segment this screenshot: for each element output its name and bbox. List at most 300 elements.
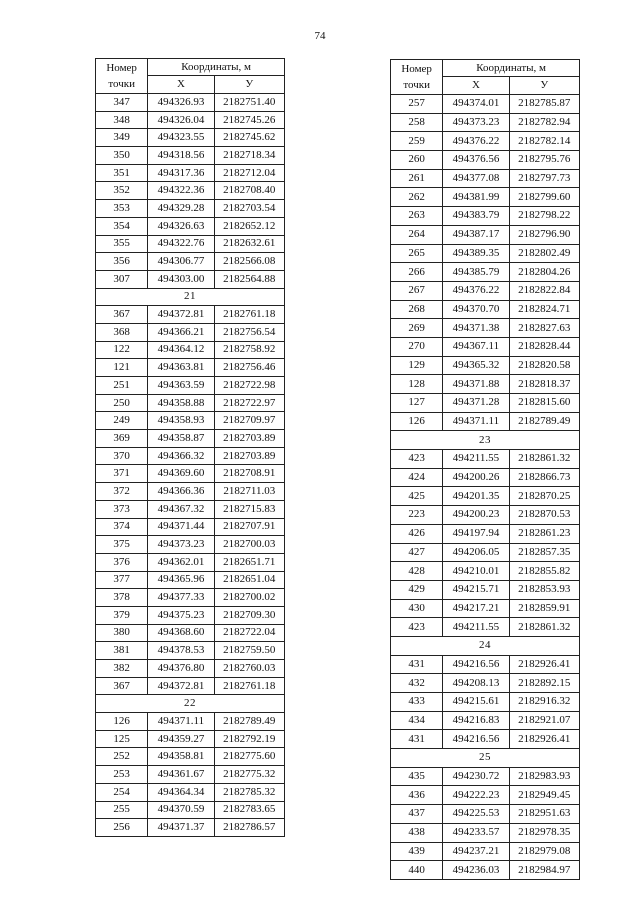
- y-coordinate-cell: 2182818.37: [509, 375, 579, 394]
- point-number-cell: 378: [96, 589, 148, 607]
- group-row: [391, 749, 580, 768]
- point-number-cell: 432: [391, 674, 443, 693]
- y-coordinate-cell: 2182978.35: [509, 823, 579, 842]
- point-number-cell: 269: [391, 319, 443, 338]
- table-row: [96, 430, 285, 448]
- point-number-cell: 259: [391, 132, 443, 151]
- point-number-cell: 251: [96, 377, 148, 395]
- point-number-cell: 434: [391, 711, 443, 730]
- coordinates-table-left: [95, 58, 285, 837]
- point-number-cell: 255: [96, 801, 148, 819]
- table-row: [391, 580, 580, 599]
- table-row: [391, 95, 580, 114]
- table-row: [391, 524, 580, 543]
- y-coordinate-cell: 2182708.91: [214, 465, 284, 483]
- table-row: [96, 624, 285, 642]
- point-number-cell: 256: [96, 819, 148, 837]
- header-row: [391, 60, 580, 77]
- table-row: [96, 111, 285, 129]
- y-coordinate-cell: 2182916.32: [509, 693, 579, 712]
- point-number-cell: 254: [96, 783, 148, 801]
- y-coordinate-cell: 2182815.60: [509, 394, 579, 413]
- x-coordinate-cell: 494387.17: [443, 225, 509, 244]
- table-row: [391, 169, 580, 188]
- y-coordinate-cell: 2182785.32: [214, 783, 284, 801]
- group-row: [391, 636, 580, 655]
- y-coordinate-cell: 2182708.40: [214, 182, 284, 200]
- y-coordinate-cell: 2182782.14: [509, 132, 579, 151]
- y-coordinate-cell: 2182785.87: [509, 95, 579, 114]
- y-coordinate-cell: 2182712.04: [214, 164, 284, 182]
- x-coordinate-cell: 494371.38: [443, 319, 509, 338]
- y-coordinate-cell: 2182792.19: [214, 730, 284, 748]
- y-coordinate-cell: 2182822.84: [509, 281, 579, 300]
- y-coordinate-cell: 2182722.98: [214, 377, 284, 395]
- point-number-header-line1: Номер: [401, 63, 432, 75]
- group-label: 25: [391, 749, 580, 768]
- y-header: У: [214, 76, 284, 94]
- x-coordinate-cell: 494206.05: [443, 543, 509, 562]
- y-coordinate-cell: 2182703.54: [214, 200, 284, 218]
- x-coordinate-cell: 494372.81: [148, 306, 214, 324]
- table-row: [391, 468, 580, 487]
- point-number-cell: 260: [391, 151, 443, 170]
- y-coordinate-cell: 2182949.45: [509, 786, 579, 805]
- y-coordinate-cell: 2182775.60: [214, 748, 284, 766]
- x-coordinate-cell: 494201.35: [443, 487, 509, 506]
- x-coordinate-cell: 494322.76: [148, 235, 214, 253]
- table-row: [96, 394, 285, 412]
- group-label: 24: [391, 636, 580, 655]
- point-number-cell: 126: [96, 713, 148, 731]
- x-coordinate-cell: 494371.11: [443, 412, 509, 431]
- point-number-cell: 258: [391, 113, 443, 132]
- y-coordinate-cell: 2182926.41: [509, 655, 579, 674]
- point-number-cell: 250: [96, 394, 148, 412]
- point-number-cell: 426: [391, 524, 443, 543]
- point-number-cell: 264: [391, 225, 443, 244]
- table-row: [391, 543, 580, 562]
- y-coordinate-cell: 2182751.40: [214, 94, 284, 112]
- x-coordinate-cell: 494233.57: [443, 823, 509, 842]
- x-coordinate-cell: 494378.53: [148, 642, 214, 660]
- x-coordinate-cell: 494389.35: [443, 244, 509, 263]
- y-coordinate-cell: 2182861.23: [509, 524, 579, 543]
- point-number-cell: 267: [391, 281, 443, 300]
- x-coordinate-cell: 494230.72: [443, 767, 509, 786]
- point-number-cell: 268: [391, 300, 443, 319]
- table-row: [96, 129, 285, 147]
- point-number-cell: 371: [96, 465, 148, 483]
- x-coordinate-cell: 494236.03: [443, 861, 509, 880]
- x-header: X: [443, 77, 509, 95]
- point-number-cell: 367: [96, 677, 148, 695]
- x-coordinate-cell: 494303.00: [148, 270, 214, 288]
- point-number-cell: 379: [96, 606, 148, 624]
- point-number-cell: 369: [96, 430, 148, 448]
- point-number-cell: 125: [96, 730, 148, 748]
- point-number-cell: 348: [96, 111, 148, 129]
- group-row: [96, 695, 285, 713]
- x-coordinate-cell: 494370.70: [443, 300, 509, 319]
- point-number-cell: 127: [391, 394, 443, 413]
- y-coordinate-cell: 2182859.91: [509, 599, 579, 618]
- point-number-cell: 375: [96, 536, 148, 554]
- y-coordinate-cell: 2182892.15: [509, 674, 579, 693]
- point-number-cell: 430: [391, 599, 443, 618]
- x-coordinate-cell: 494323.55: [148, 129, 214, 147]
- point-number-cell: 425: [391, 487, 443, 506]
- table-row: [96, 147, 285, 165]
- point-number-cell: 376: [96, 553, 148, 571]
- y-coordinate-cell: 2182783.65: [214, 801, 284, 819]
- table-row: [391, 767, 580, 786]
- table-row: [391, 693, 580, 712]
- point-number-cell: 262: [391, 188, 443, 207]
- x-coordinate-cell: 494329.28: [148, 200, 214, 218]
- x-coordinate-cell: 494222.23: [443, 786, 509, 805]
- point-number-cell: 265: [391, 244, 443, 263]
- x-coordinate-cell: 494375.23: [148, 606, 214, 624]
- y-coordinate-cell: 2182709.97: [214, 412, 284, 430]
- y-coordinate-cell: 2182857.35: [509, 543, 579, 562]
- x-coordinate-cell: 494306.77: [148, 253, 214, 271]
- y-coordinate-cell: 2182855.82: [509, 562, 579, 581]
- point-number-cell: 431: [391, 730, 443, 749]
- point-number-cell: 370: [96, 447, 148, 465]
- point-number-cell: 249: [96, 412, 148, 430]
- x-coordinate-cell: 494367.32: [148, 500, 214, 518]
- x-coordinate-cell: 494371.37: [148, 819, 214, 837]
- x-coordinate-cell: 494318.56: [148, 147, 214, 165]
- y-coordinate-cell: 2182870.25: [509, 487, 579, 506]
- x-coordinate-cell: 494370.59: [148, 801, 214, 819]
- y-coordinate-cell: 2182926.41: [509, 730, 579, 749]
- point-number-cell: 380: [96, 624, 148, 642]
- table-row: [391, 337, 580, 356]
- x-coordinate-cell: 494366.21: [148, 323, 214, 341]
- table-row: [96, 748, 285, 766]
- y-coordinate-cell: 2182722.97: [214, 394, 284, 412]
- y-coordinate-cell: 2182870.53: [509, 506, 579, 525]
- x-coordinate-cell: 494215.61: [443, 693, 509, 712]
- x-coordinate-cell: 494365.32: [443, 356, 509, 375]
- point-number-cell: 440: [391, 861, 443, 880]
- group-label: 23: [391, 431, 580, 450]
- table-row: [96, 483, 285, 501]
- table-row: [391, 207, 580, 226]
- point-number-cell: 377: [96, 571, 148, 589]
- x-coordinate-cell: 494377.33: [148, 589, 214, 607]
- y-coordinate-cell: 2182789.49: [509, 412, 579, 431]
- point-number-cell: 436: [391, 786, 443, 805]
- y-header: У: [509, 77, 579, 95]
- x-coordinate-cell: 494374.01: [443, 95, 509, 114]
- x-coordinate-cell: 494326.93: [148, 94, 214, 112]
- y-coordinate-cell: 2182802.49: [509, 244, 579, 263]
- table-row: [391, 599, 580, 618]
- y-coordinate-cell: 2182775.32: [214, 766, 284, 784]
- point-number-cell: 427: [391, 543, 443, 562]
- x-coordinate-cell: 494317.36: [148, 164, 214, 182]
- x-coordinate-cell: 494225.53: [443, 805, 509, 824]
- table-row: [391, 487, 580, 506]
- table-row: [391, 562, 580, 581]
- x-header: X: [148, 76, 214, 94]
- x-coordinate-cell: 494358.88: [148, 394, 214, 412]
- point-number-cell: 266: [391, 263, 443, 282]
- table-row: [96, 164, 285, 182]
- x-coordinate-cell: 494377.08: [443, 169, 509, 188]
- table-row: [391, 805, 580, 824]
- x-coordinate-cell: 494376.22: [443, 132, 509, 151]
- y-coordinate-cell: 2182715.83: [214, 500, 284, 518]
- table-row: [96, 819, 285, 837]
- table-row: [96, 270, 285, 288]
- y-coordinate-cell: 2182722.04: [214, 624, 284, 642]
- y-coordinate-cell: 2182866.73: [509, 468, 579, 487]
- y-coordinate-cell: 2182703.89: [214, 430, 284, 448]
- table-row: [391, 823, 580, 842]
- point-number-cell: 428: [391, 562, 443, 581]
- y-coordinate-cell: 2182827.63: [509, 319, 579, 338]
- y-coordinate-cell: 2182951.63: [509, 805, 579, 824]
- coordinates-table-right: [390, 59, 580, 880]
- y-coordinate-cell: 2182566.08: [214, 253, 284, 271]
- x-coordinate-cell: 494361.67: [148, 766, 214, 784]
- table-row: [96, 642, 285, 660]
- x-coordinate-cell: 494215.71: [443, 580, 509, 599]
- y-coordinate-cell: 2182761.18: [214, 677, 284, 695]
- table-row: [391, 151, 580, 170]
- y-coordinate-cell: 2182703.89: [214, 447, 284, 465]
- y-coordinate-cell: 2182756.54: [214, 323, 284, 341]
- y-coordinate-cell: 2182745.26: [214, 111, 284, 129]
- table-row: [391, 375, 580, 394]
- table-row: [96, 235, 285, 253]
- table-row: [96, 341, 285, 359]
- table-row: [391, 506, 580, 525]
- y-coordinate-cell: 2182759.50: [214, 642, 284, 660]
- x-coordinate-cell: 494367.11: [443, 337, 509, 356]
- table-row: [96, 606, 285, 624]
- point-number-cell: 257: [391, 95, 443, 114]
- table-row: [96, 465, 285, 483]
- point-number-cell: 355: [96, 235, 148, 253]
- point-number-header-line1: Номер: [106, 62, 137, 74]
- table-row: [391, 655, 580, 674]
- group-label: 22: [96, 695, 285, 713]
- table-row: [391, 281, 580, 300]
- table-row: [96, 500, 285, 518]
- x-coordinate-cell: 494216.83: [443, 711, 509, 730]
- y-coordinate-cell: 2182799.60: [509, 188, 579, 207]
- point-number-cell: 252: [96, 748, 148, 766]
- y-coordinate-cell: 2182984.97: [509, 861, 579, 880]
- point-number-cell: 261: [391, 169, 443, 188]
- point-number-cell: 223: [391, 506, 443, 525]
- table-row: [391, 730, 580, 749]
- x-coordinate-cell: 494358.93: [148, 412, 214, 430]
- x-coordinate-cell: 494376.80: [148, 660, 214, 678]
- y-coordinate-cell: 2182796.90: [509, 225, 579, 244]
- y-coordinate-cell: 2182983.93: [509, 767, 579, 786]
- table-row: [391, 188, 580, 207]
- point-number-cell: 431: [391, 655, 443, 674]
- point-number-cell: 381: [96, 642, 148, 660]
- x-coordinate-cell: 494373.23: [443, 113, 509, 132]
- point-number-cell: 423: [391, 450, 443, 469]
- point-number-cell: 423: [391, 618, 443, 637]
- point-number-cell: 374: [96, 518, 148, 536]
- point-number-cell: 437: [391, 805, 443, 824]
- point-number-cell: 350: [96, 147, 148, 165]
- table-row: [96, 253, 285, 271]
- y-coordinate-cell: 2182700.02: [214, 589, 284, 607]
- y-coordinate-cell: 2182795.76: [509, 151, 579, 170]
- x-coordinate-cell: 494383.79: [443, 207, 509, 226]
- coordinates-header: Координаты, м: [443, 60, 580, 77]
- table-row: [96, 801, 285, 819]
- x-coordinate-cell: 494365.96: [148, 571, 214, 589]
- table-row: [96, 536, 285, 554]
- table-row: [391, 394, 580, 413]
- point-number-cell: 122: [96, 341, 148, 359]
- y-coordinate-cell: 2182564.88: [214, 270, 284, 288]
- y-coordinate-cell: 2182789.49: [214, 713, 284, 731]
- x-coordinate-cell: 494217.21: [443, 599, 509, 618]
- point-number-cell: 438: [391, 823, 443, 842]
- y-coordinate-cell: 2182828.44: [509, 337, 579, 356]
- y-coordinate-cell: 2182782.94: [509, 113, 579, 132]
- point-number-header-line2: точки: [403, 79, 430, 91]
- point-number-cell: 352: [96, 182, 148, 200]
- point-number-cell: 270: [391, 337, 443, 356]
- y-coordinate-cell: 2182718.34: [214, 147, 284, 165]
- point-number-cell: 424: [391, 468, 443, 487]
- point-number-cell: 253: [96, 766, 148, 784]
- point-number-cell: 435: [391, 767, 443, 786]
- y-coordinate-cell: 2182652.12: [214, 217, 284, 235]
- x-coordinate-cell: 494216.56: [443, 655, 509, 674]
- point-number-cell: 129: [391, 356, 443, 375]
- table-row: [391, 412, 580, 431]
- x-coordinate-cell: 494366.36: [148, 483, 214, 501]
- y-coordinate-cell: 2182861.32: [509, 618, 579, 637]
- table-row: [96, 94, 285, 112]
- table-row: [391, 861, 580, 880]
- table-row: [96, 306, 285, 324]
- table-row: [96, 660, 285, 678]
- table-row: [96, 518, 285, 536]
- x-coordinate-cell: 494326.63: [148, 217, 214, 235]
- page-number: 74: [314, 30, 326, 42]
- point-number-cell: 353: [96, 200, 148, 218]
- table-row: [96, 783, 285, 801]
- x-coordinate-cell: 494362.01: [148, 553, 214, 571]
- table-row: [391, 674, 580, 693]
- x-coordinate-cell: 494210.01: [443, 562, 509, 581]
- table-row: [391, 618, 580, 637]
- table-row: [391, 842, 580, 861]
- x-coordinate-cell: 494363.81: [148, 359, 214, 377]
- table-row: [391, 319, 580, 338]
- y-coordinate-cell: 2182921.07: [509, 711, 579, 730]
- y-coordinate-cell: 2182651.71: [214, 553, 284, 571]
- x-coordinate-cell: 494237.21: [443, 842, 509, 861]
- table-row: [391, 225, 580, 244]
- point-number-cell: 382: [96, 660, 148, 678]
- y-coordinate-cell: 2182979.08: [509, 842, 579, 861]
- y-coordinate-cell: 2182709.30: [214, 606, 284, 624]
- group-row: [96, 288, 285, 306]
- y-coordinate-cell: 2182707.91: [214, 518, 284, 536]
- point-number-cell: 349: [96, 129, 148, 147]
- table-row: [96, 323, 285, 341]
- x-coordinate-cell: 494200.26: [443, 468, 509, 487]
- table-row: [391, 263, 580, 282]
- point-number-cell: 263: [391, 207, 443, 226]
- table-row: [391, 711, 580, 730]
- table-row: [391, 132, 580, 151]
- x-coordinate-cell: 494368.60: [148, 624, 214, 642]
- y-coordinate-cell: 2182786.57: [214, 819, 284, 837]
- x-coordinate-cell: 494211.55: [443, 618, 509, 637]
- y-coordinate-cell: 2182861.32: [509, 450, 579, 469]
- x-coordinate-cell: 494385.79: [443, 263, 509, 282]
- y-coordinate-cell: 2182745.62: [214, 129, 284, 147]
- table-row: [96, 713, 285, 731]
- y-coordinate-cell: 2182756.46: [214, 359, 284, 377]
- y-coordinate-cell: 2182820.58: [509, 356, 579, 375]
- x-coordinate-cell: 494211.55: [443, 450, 509, 469]
- table-right-body: [391, 60, 580, 880]
- table-row: [391, 450, 580, 469]
- x-coordinate-cell: 494371.44: [148, 518, 214, 536]
- x-coordinate-cell: 494376.56: [443, 151, 509, 170]
- table-row: [96, 571, 285, 589]
- x-coordinate-cell: 494371.28: [443, 394, 509, 413]
- y-coordinate-cell: 2182758.92: [214, 341, 284, 359]
- x-coordinate-cell: 494322.36: [148, 182, 214, 200]
- point-number-cell: 433: [391, 693, 443, 712]
- table-row: [391, 356, 580, 375]
- table-row: [96, 553, 285, 571]
- y-coordinate-cell: 2182797.73: [509, 169, 579, 188]
- y-coordinate-cell: 2182632.61: [214, 235, 284, 253]
- y-coordinate-cell: 2182651.04: [214, 571, 284, 589]
- point-number-cell: 429: [391, 580, 443, 599]
- point-number-cell: 121: [96, 359, 148, 377]
- x-coordinate-cell: 494381.99: [443, 188, 509, 207]
- point-number-cell: 368: [96, 323, 148, 341]
- point-number-cell: 351: [96, 164, 148, 182]
- x-coordinate-cell: 494364.12: [148, 341, 214, 359]
- y-coordinate-cell: 2182798.22: [509, 207, 579, 226]
- x-coordinate-cell: 494359.27: [148, 730, 214, 748]
- point-number-header-line2: точки: [108, 78, 135, 90]
- x-coordinate-cell: 494208.13: [443, 674, 509, 693]
- point-number-cell: 307: [96, 270, 148, 288]
- table-row: [391, 244, 580, 263]
- x-coordinate-cell: 494371.88: [443, 375, 509, 394]
- x-coordinate-cell: 494200.23: [443, 506, 509, 525]
- table-row: [391, 786, 580, 805]
- table-row: [96, 200, 285, 218]
- header-row: [96, 59, 285, 76]
- point-number-cell: 367: [96, 306, 148, 324]
- y-coordinate-cell: 2182804.26: [509, 263, 579, 282]
